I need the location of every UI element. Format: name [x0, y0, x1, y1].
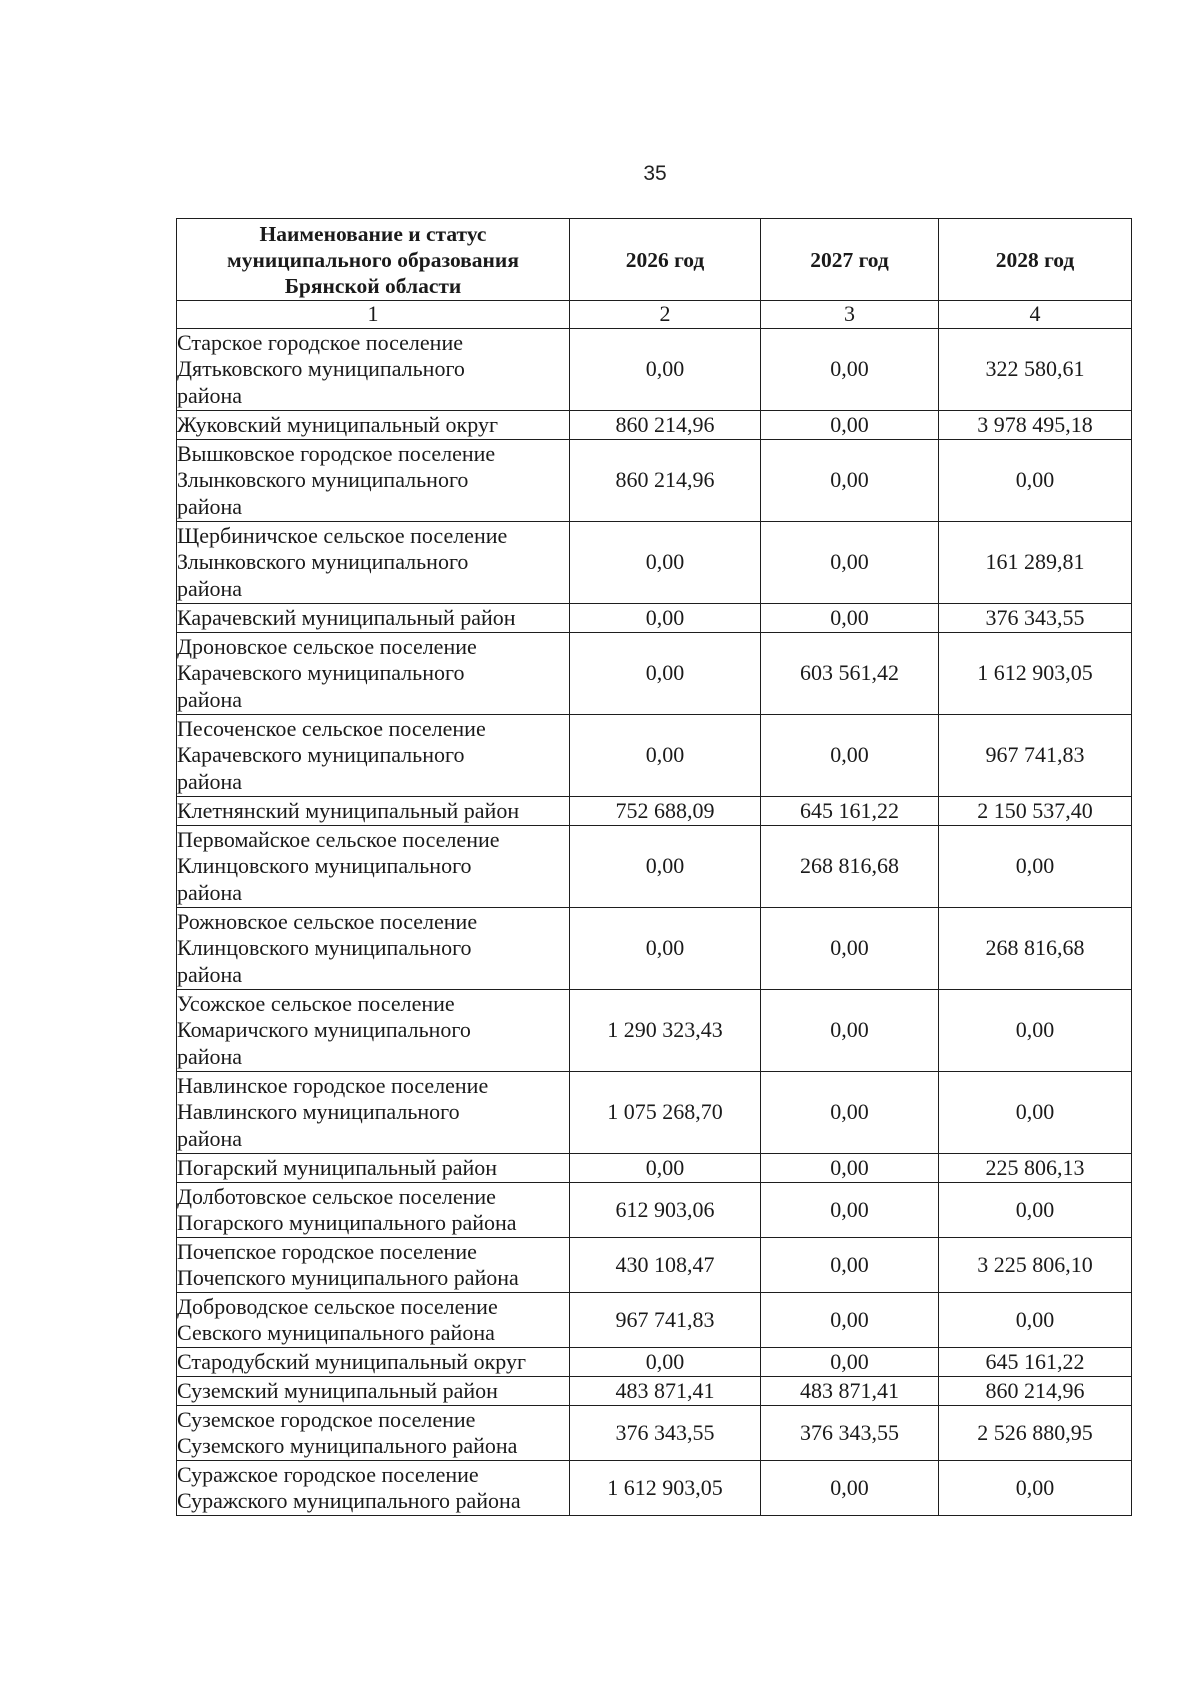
- table-row: [177, 1377, 1132, 1406]
- municipality-name-line: Вышковское городское поселение: [177, 440, 496, 466]
- amount-2028-cell: 0,00: [939, 1072, 1132, 1154]
- amount-2027-cell: 0,00: [761, 522, 939, 604]
- municipality-name-line: района: [177, 961, 243, 987]
- municipality-name-line: Карачевского муниципального: [177, 742, 465, 768]
- table-row: [177, 604, 1132, 633]
- header-2028: 2028 год: [939, 219, 1132, 301]
- table-row: [177, 715, 1132, 797]
- table-row: [177, 522, 1132, 604]
- municipality-name-line: Севского муниципального района: [177, 1320, 495, 1345]
- municipality-name-line: Погарского муниципального района: [177, 1210, 517, 1235]
- amount-2028-cell: 3 225 806,10: [939, 1238, 1132, 1293]
- table-row: [177, 1348, 1132, 1377]
- municipality-name-line: Навлинское городское поселение: [177, 1072, 489, 1098]
- amount-2028-cell: 0,00: [939, 1293, 1132, 1348]
- column-number: 3: [761, 301, 939, 329]
- municipality-name-line: Клетнянский муниципальный район: [177, 797, 520, 823]
- municipality-name-line: Почепского муниципального района: [177, 1265, 519, 1290]
- column-number: 2: [570, 301, 761, 329]
- amount-2028-cell: 645 161,22: [939, 1348, 1132, 1377]
- municipality-name-cell: [177, 440, 570, 522]
- municipality-name-line: Жуковский муниципальный округ: [177, 411, 498, 437]
- municipality-name-cell: [177, 522, 570, 604]
- amount-2026-cell: 0,00: [570, 908, 761, 990]
- amount-2028-cell: 322 580,61: [939, 329, 1132, 411]
- amount-2028-cell: 0,00: [939, 1183, 1132, 1238]
- municipality-name-cell: [177, 1461, 570, 1516]
- column-number: 4: [939, 301, 1132, 329]
- amount-2026-cell: 0,00: [570, 826, 761, 908]
- municipality-name-line: Суземского муниципального района: [177, 1433, 518, 1458]
- amount-2026-cell: 0,00: [570, 1154, 761, 1183]
- municipality-name-line: района: [177, 575, 243, 601]
- amount-2028-cell: 1 612 903,05: [939, 633, 1132, 715]
- amount-2028-cell: 2 526 880,95: [939, 1406, 1132, 1461]
- header-name-line: Брянской области: [284, 273, 462, 298]
- amount-2027-cell: 645 161,22: [761, 797, 939, 826]
- table-row: [177, 908, 1132, 990]
- amount-2026-cell: 0,00: [570, 329, 761, 411]
- municipality-name-line: Щербиничское сельское поселение: [177, 522, 508, 548]
- municipality-name-line: Навлинского муниципального: [177, 1099, 460, 1125]
- municipality-name-cell: [177, 715, 570, 797]
- table-row: [177, 440, 1132, 522]
- table-row: [177, 797, 1132, 826]
- header-name-line: Наименование и статус: [259, 221, 487, 246]
- municipality-name-line: Клинцовского муниципального: [177, 853, 472, 879]
- table-row: [177, 1072, 1132, 1154]
- amount-2026-cell: 612 903,06: [570, 1183, 761, 1238]
- header-name-line: муниципального образования: [227, 247, 519, 272]
- amount-2027-cell: 0,00: [761, 908, 939, 990]
- municipality-name-cell: [177, 826, 570, 908]
- amount-2027-cell: 0,00: [761, 604, 939, 633]
- header-row: [177, 219, 1132, 301]
- amount-2026-cell: 752 688,09: [570, 797, 761, 826]
- municipality-name-cell: [177, 990, 570, 1072]
- amount-2026-cell: 967 741,83: [570, 1293, 761, 1348]
- municipality-name-line: района: [177, 768, 243, 794]
- municipality-name-line: Усожское сельское поселение: [177, 990, 455, 1016]
- municipality-name-line: Почепское городское поселение: [177, 1238, 477, 1264]
- municipality-name-cell: [177, 1183, 570, 1238]
- budget-table: [176, 218, 1132, 1516]
- amount-2027-cell: 0,00: [761, 329, 939, 411]
- municipality-name-line: Старское городское поселение: [177, 329, 463, 355]
- amount-2027-cell: 0,00: [761, 1461, 939, 1516]
- amount-2028-cell: 0,00: [939, 440, 1132, 522]
- municipality-name-cell: [177, 1238, 570, 1293]
- municipality-name-line: Рожновское сельское поселение: [177, 908, 478, 934]
- amount-2026-cell: 1 612 903,05: [570, 1461, 761, 1516]
- amount-2028-cell: 3 978 495,18: [939, 411, 1132, 440]
- amount-2027-cell: 0,00: [761, 1154, 939, 1183]
- municipality-name-cell: [177, 1406, 570, 1461]
- amount-2026-cell: 430 108,47: [570, 1238, 761, 1293]
- amount-2026-cell: 376 343,55: [570, 1406, 761, 1461]
- municipality-name-line: Дятьковского муниципального: [177, 356, 465, 382]
- amount-2028-cell: 967 741,83: [939, 715, 1132, 797]
- amount-2026-cell: 0,00: [570, 522, 761, 604]
- municipality-name-cell: [177, 1154, 570, 1183]
- municipality-name-cell: [177, 797, 570, 826]
- amount-2026-cell: 483 871,41: [570, 1377, 761, 1406]
- amount-2026-cell: 0,00: [570, 715, 761, 797]
- amount-2026-cell: 0,00: [570, 1348, 761, 1377]
- amount-2028-cell: 225 806,13: [939, 1154, 1132, 1183]
- municipality-name-line: района: [177, 879, 243, 905]
- municipality-name-line: Доброводское сельское поселение: [177, 1293, 498, 1319]
- header-2026: 2026 год: [570, 219, 761, 301]
- table-row: [177, 633, 1132, 715]
- municipality-name-cell: [177, 908, 570, 990]
- table-row: [177, 826, 1132, 908]
- municipality-name-line: района: [177, 493, 243, 519]
- amount-2028-cell: 2 150 537,40: [939, 797, 1132, 826]
- municipality-name-line: Клинцовского муниципального: [177, 935, 472, 961]
- amount-2027-cell: 0,00: [761, 440, 939, 522]
- municipality-name-cell: [177, 1348, 570, 1377]
- column-number-row: [177, 301, 1132, 329]
- municipality-name-line: Комаричского муниципального: [177, 1017, 471, 1043]
- table-row: [177, 1406, 1132, 1461]
- municipality-name-cell: [177, 1377, 570, 1406]
- amount-2027-cell: 0,00: [761, 411, 939, 440]
- amount-2028-cell: 860 214,96: [939, 1377, 1132, 1406]
- table-row: [177, 1183, 1132, 1238]
- amount-2028-cell: 161 289,81: [939, 522, 1132, 604]
- municipality-name-line: Суражское городское поселение: [177, 1461, 479, 1487]
- column-number: 1: [177, 301, 570, 329]
- amount-2027-cell: 268 816,68: [761, 826, 939, 908]
- municipality-name-line: Погарский муниципальный район: [177, 1154, 498, 1180]
- table-row: [177, 1293, 1132, 1348]
- amount-2027-cell: 0,00: [761, 990, 939, 1072]
- amount-2028-cell: 268 816,68: [939, 908, 1132, 990]
- table-row: [177, 990, 1132, 1072]
- municipality-name-cell: [177, 1293, 570, 1348]
- municipality-name-cell: [177, 633, 570, 715]
- amount-2027-cell: 0,00: [761, 1072, 939, 1154]
- municipality-name-line: Первомайское сельское поселение: [177, 826, 500, 852]
- amount-2028-cell: 0,00: [939, 990, 1132, 1072]
- amount-2027-cell: 0,00: [761, 1293, 939, 1348]
- table-row: [177, 1461, 1132, 1516]
- municipality-name-cell: [177, 1072, 570, 1154]
- municipality-name-line: Суражского муниципального района: [177, 1488, 521, 1513]
- table-row: [177, 329, 1132, 411]
- table-row: [177, 1154, 1132, 1183]
- amount-2027-cell: 0,00: [761, 715, 939, 797]
- municipality-name-line: Карачевского муниципального: [177, 660, 465, 686]
- municipality-name-cell: [177, 329, 570, 411]
- municipality-name-line: района: [177, 382, 243, 408]
- amount-2026-cell: 0,00: [570, 633, 761, 715]
- amount-2027-cell: 0,00: [761, 1183, 939, 1238]
- amount-2027-cell: 376 343,55: [761, 1406, 939, 1461]
- amount-2027-cell: 0,00: [761, 1348, 939, 1377]
- municipality-name-cell: [177, 411, 570, 440]
- page-number: 35: [643, 162, 667, 185]
- municipality-name-line: Злынковского муниципального: [177, 467, 469, 493]
- header-name: [177, 219, 570, 301]
- header-2027: 2027 год: [761, 219, 939, 301]
- amount-2027-cell: 0,00: [761, 1238, 939, 1293]
- amount-2026-cell: 1 290 323,43: [570, 990, 761, 1072]
- amount-2026-cell: 0,00: [570, 604, 761, 633]
- amount-2026-cell: 860 214,96: [570, 440, 761, 522]
- municipality-name-line: Долботовское сельское поселение: [177, 1183, 496, 1209]
- municipality-name-line: района: [177, 686, 243, 712]
- amount-2028-cell: 0,00: [939, 826, 1132, 908]
- amount-2027-cell: 603 561,42: [761, 633, 939, 715]
- municipality-name-cell: [177, 604, 570, 633]
- amount-2028-cell: 0,00: [939, 1461, 1132, 1516]
- municipality-name-line: Суземский муниципальный район: [177, 1377, 498, 1403]
- amount-2028-cell: 376 343,55: [939, 604, 1132, 633]
- amount-2026-cell: 1 075 268,70: [570, 1072, 761, 1154]
- municipality-name-line: Карачевский муниципальный район: [177, 604, 516, 630]
- municipality-name-line: Песоченское сельское поселение: [177, 715, 486, 741]
- municipality-name-line: района: [177, 1043, 243, 1069]
- municipality-name-line: Дроновское сельское поселение: [177, 633, 477, 659]
- amount-2027-cell: 483 871,41: [761, 1377, 939, 1406]
- table-row: [177, 1238, 1132, 1293]
- table-row: [177, 411, 1132, 440]
- municipality-name-line: Злынковского муниципального: [177, 549, 469, 575]
- municipality-name-line: района: [177, 1125, 243, 1151]
- municipality-name-line: Суземское городское поселение: [177, 1406, 476, 1432]
- municipality-name-line: Стародубский муниципальный округ: [177, 1348, 527, 1374]
- amount-2026-cell: 860 214,96: [570, 411, 761, 440]
